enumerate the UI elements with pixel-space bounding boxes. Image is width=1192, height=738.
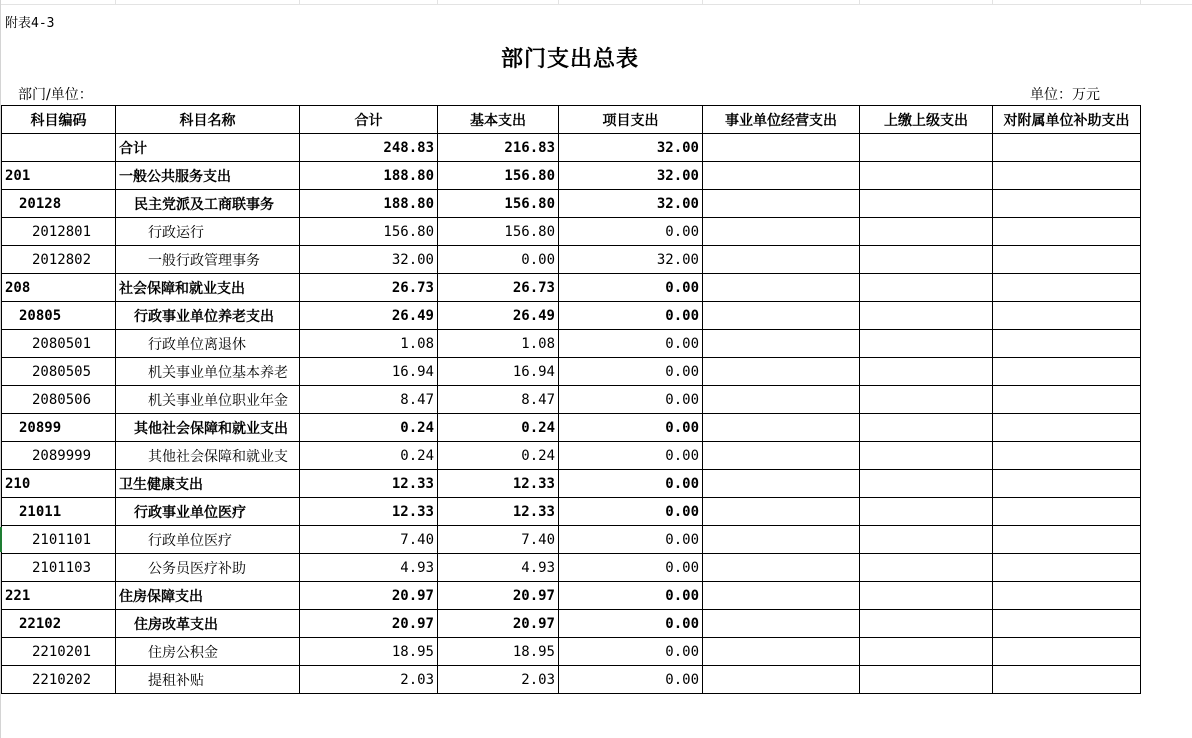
name-cell[interactable]: 合计 xyxy=(116,134,300,162)
remit-cell[interactable] xyxy=(860,162,993,190)
total-cell[interactable]: 32.00 xyxy=(300,246,438,274)
total-cell[interactable]: 156.80 xyxy=(300,218,438,246)
basic-cell[interactable]: 0.24 xyxy=(438,414,559,442)
total-cell[interactable]: 12.33 xyxy=(300,470,438,498)
total-cell[interactable]: 18.95 xyxy=(300,638,438,666)
project-cell[interactable]: 32.00 xyxy=(559,190,703,218)
total-cell[interactable]: 0.24 xyxy=(300,442,438,470)
basic-cell[interactable]: 18.95 xyxy=(438,638,559,666)
subsidy-cell[interactable] xyxy=(993,442,1141,470)
project-cell[interactable]: 32.00 xyxy=(559,246,703,274)
table-row xyxy=(2,554,1141,582)
basic-cell[interactable]: 4.93 xyxy=(438,554,559,582)
project-cell[interactable]: 0.00 xyxy=(559,386,703,414)
table-row xyxy=(2,386,1141,414)
business-cell[interactable] xyxy=(703,582,860,610)
basic-cell[interactable]: 156.80 xyxy=(438,218,559,246)
name-cell[interactable]: 行政事业单位医疗 xyxy=(116,498,300,526)
code-cell[interactable]: 20128 xyxy=(2,190,116,218)
table-row xyxy=(2,582,1141,610)
project-cell[interactable]: 0.00 xyxy=(559,498,703,526)
business-cell[interactable] xyxy=(703,470,860,498)
header-row xyxy=(2,106,1141,134)
code-cell[interactable]: 2080506 xyxy=(2,386,116,414)
remit-cell[interactable] xyxy=(860,470,993,498)
code-cell[interactable]: 20899 xyxy=(2,414,116,442)
subsidy-cell[interactable] xyxy=(993,582,1141,610)
project-cell[interactable]: 0.00 xyxy=(559,302,703,330)
basic-cell[interactable]: 1.08 xyxy=(438,330,559,358)
project-cell[interactable]: 0.00 xyxy=(559,526,703,554)
project-cell[interactable]: 32.00 xyxy=(559,162,703,190)
business-cell[interactable] xyxy=(703,498,860,526)
code-cell[interactable]: 2210201 xyxy=(2,638,116,666)
subsidy-cell[interactable] xyxy=(993,498,1141,526)
name-cell[interactable]: 公务员医疗补助 xyxy=(116,554,300,582)
name-cell[interactable]: 一般行政管理事务 xyxy=(116,246,300,274)
project-cell[interactable]: 0.00 xyxy=(559,274,703,302)
subsidy-cell[interactable] xyxy=(993,666,1141,694)
code-cell[interactable]: 2080501 xyxy=(2,330,116,358)
table-row xyxy=(2,470,1141,498)
subsidy-cell[interactable] xyxy=(993,330,1141,358)
business-cell[interactable] xyxy=(703,274,860,302)
basic-cell[interactable]: 0.24 xyxy=(438,442,559,470)
business-cell[interactable] xyxy=(703,302,860,330)
remit-cell[interactable] xyxy=(860,134,993,162)
remit-cell[interactable] xyxy=(860,274,993,302)
code-cell[interactable]: 21011 xyxy=(2,498,116,526)
basic-cell[interactable]: 12.33 xyxy=(438,498,559,526)
business-cell[interactable] xyxy=(703,358,860,386)
total-cell[interactable]: 16.94 xyxy=(300,358,438,386)
basic-cell[interactable]: 8.47 xyxy=(438,386,559,414)
code-cell[interactable]: 210 xyxy=(2,470,116,498)
business-cell[interactable] xyxy=(703,666,860,694)
basic-cell[interactable]: 156.80 xyxy=(438,162,559,190)
business-cell[interactable] xyxy=(703,638,860,666)
name-cell[interactable]: 住房保障支出 xyxy=(116,582,300,610)
subsidy-cell[interactable] xyxy=(993,610,1141,638)
remit-cell[interactable] xyxy=(860,582,993,610)
subsidy-cell[interactable] xyxy=(993,638,1141,666)
total-cell[interactable]: 26.73 xyxy=(300,274,438,302)
total-cell[interactable]: 2.03 xyxy=(300,666,438,694)
total-cell[interactable]: 188.80 xyxy=(300,190,438,218)
table-row xyxy=(2,330,1141,358)
project-cell[interactable]: 32.00 xyxy=(559,134,703,162)
name-cell[interactable]: 社会保障和就业支出 xyxy=(116,274,300,302)
subsidy-cell[interactable] xyxy=(993,386,1141,414)
header-cell[interactable]: 事业单位经营支出 xyxy=(703,106,860,134)
code-cell[interactable]: 201 xyxy=(2,162,116,190)
business-cell[interactable] xyxy=(703,554,860,582)
code-cell[interactable]: 2012802 xyxy=(2,246,116,274)
subsidy-cell[interactable] xyxy=(993,190,1141,218)
remit-cell[interactable] xyxy=(860,498,993,526)
table-row xyxy=(2,274,1141,302)
basic-cell[interactable]: 20.97 xyxy=(438,582,559,610)
code-cell[interactable]: 2012801 xyxy=(2,218,116,246)
attachment-note: 附表4-3 xyxy=(5,16,55,31)
total-cell[interactable]: 8.47 xyxy=(300,386,438,414)
remit-cell[interactable] xyxy=(860,610,993,638)
total-cell[interactable]: 4.93 xyxy=(300,554,438,582)
business-cell[interactable] xyxy=(703,442,860,470)
table-row xyxy=(2,134,1141,162)
basic-cell[interactable]: 26.49 xyxy=(438,302,559,330)
name-cell[interactable]: 卫生健康支出 xyxy=(116,470,300,498)
code-cell[interactable] xyxy=(2,134,116,162)
business-cell[interactable] xyxy=(703,190,860,218)
table-row xyxy=(2,190,1141,218)
total-cell[interactable]: 188.80 xyxy=(300,162,438,190)
project-cell[interactable]: 0.00 xyxy=(559,638,703,666)
basic-cell[interactable]: 20.97 xyxy=(438,610,559,638)
remit-cell[interactable] xyxy=(860,330,993,358)
total-cell[interactable]: 12.33 xyxy=(300,498,438,526)
remit-cell[interactable] xyxy=(860,442,993,470)
project-cell[interactable]: 0.00 xyxy=(559,218,703,246)
sheet-top-gridlines xyxy=(0,0,1192,5)
table-row xyxy=(2,414,1141,442)
name-cell[interactable]: 其他社会保障和就业支 xyxy=(116,442,300,470)
basic-cell[interactable]: 12.33 xyxy=(438,470,559,498)
project-cell[interactable]: 0.00 xyxy=(559,666,703,694)
table-row xyxy=(2,358,1141,386)
business-cell[interactable] xyxy=(703,610,860,638)
total-cell[interactable]: 1.08 xyxy=(300,330,438,358)
table-row xyxy=(2,526,1141,554)
code-cell[interactable]: 208 xyxy=(2,274,116,302)
table-row xyxy=(2,638,1141,666)
project-cell[interactable]: 0.00 xyxy=(559,358,703,386)
code-cell[interactable]: 2080505 xyxy=(2,358,116,386)
remit-cell[interactable] xyxy=(860,666,993,694)
remit-cell[interactable] xyxy=(860,638,993,666)
basic-cell[interactable]: 26.73 xyxy=(438,274,559,302)
code-cell[interactable]: 20805 xyxy=(2,302,116,330)
total-cell[interactable]: 26.49 xyxy=(300,302,438,330)
name-cell[interactable]: 机关事业单位基本养老 xyxy=(116,358,300,386)
total-cell[interactable]: 248.83 xyxy=(300,134,438,162)
remit-cell[interactable] xyxy=(860,218,993,246)
name-cell[interactable]: 提租补贴 xyxy=(116,666,300,694)
business-cell[interactable] xyxy=(703,134,860,162)
project-cell[interactable]: 0.00 xyxy=(559,610,703,638)
basic-cell[interactable]: 216.83 xyxy=(438,134,559,162)
name-cell[interactable]: 一般公共服务支出 xyxy=(116,162,300,190)
project-cell[interactable]: 0.00 xyxy=(559,330,703,358)
subsidy-cell[interactable] xyxy=(993,358,1141,386)
code-cell[interactable]: 2089999 xyxy=(2,442,116,470)
total-cell[interactable]: 7.40 xyxy=(300,526,438,554)
business-cell[interactable] xyxy=(703,386,860,414)
subsidy-cell[interactable] xyxy=(993,414,1141,442)
project-cell[interactable]: 0.00 xyxy=(559,470,703,498)
name-cell[interactable]: 行政单位离退休 xyxy=(116,330,300,358)
table-row xyxy=(2,162,1141,190)
business-cell[interactable] xyxy=(703,246,860,274)
table-row xyxy=(2,666,1141,694)
expenditure-table xyxy=(1,105,1141,694)
table-body xyxy=(2,134,1141,694)
code-cell[interactable]: 2210202 xyxy=(2,666,116,694)
name-cell[interactable]: 住房改革支出 xyxy=(116,610,300,638)
name-cell[interactable]: 行政事业单位养老支出 xyxy=(116,302,300,330)
table-row xyxy=(2,218,1141,246)
unit-label: 单位：万元 xyxy=(1030,87,1100,103)
name-cell[interactable]: 民主党派及工商联事务 xyxy=(116,190,300,218)
table-row xyxy=(2,302,1141,330)
basic-cell[interactable]: 0.00 xyxy=(438,246,559,274)
code-cell[interactable]: 2101103 xyxy=(2,554,116,582)
subsidy-cell[interactable] xyxy=(993,470,1141,498)
header-cell[interactable]: 上缴上级支出 xyxy=(860,106,993,134)
name-cell[interactable]: 其他社会保障和就业支出 xyxy=(116,414,300,442)
name-cell[interactable]: 机关事业单位职业年金 xyxy=(116,386,300,414)
project-cell[interactable]: 0.00 xyxy=(559,582,703,610)
remit-cell[interactable] xyxy=(860,246,993,274)
header-cell[interactable]: 合计 xyxy=(300,106,438,134)
remit-cell[interactable] xyxy=(860,302,993,330)
basic-cell[interactable]: 156.80 xyxy=(438,190,559,218)
business-cell[interactable] xyxy=(703,162,860,190)
code-cell[interactable]: 221 xyxy=(2,582,116,610)
code-cell[interactable]: 22102 xyxy=(2,610,116,638)
header-cell[interactable]: 科目名称 xyxy=(116,106,300,134)
project-cell[interactable]: 0.00 xyxy=(559,442,703,470)
business-cell[interactable] xyxy=(703,526,860,554)
remit-cell[interactable] xyxy=(860,414,993,442)
basic-cell[interactable]: 16.94 xyxy=(438,358,559,386)
business-cell[interactable] xyxy=(703,330,860,358)
subsidy-cell[interactable] xyxy=(993,554,1141,582)
table-row xyxy=(2,442,1141,470)
header-cell[interactable]: 项目支出 xyxy=(559,106,703,134)
header-cell[interactable]: 科目编码 xyxy=(2,106,116,134)
remit-cell[interactable] xyxy=(860,386,993,414)
name-cell[interactable]: 行政单位医疗 xyxy=(116,526,300,554)
remit-cell[interactable] xyxy=(860,526,993,554)
business-cell[interactable] xyxy=(703,218,860,246)
basic-cell[interactable]: 2.03 xyxy=(438,666,559,694)
basic-cell[interactable]: 7.40 xyxy=(438,526,559,554)
remit-cell[interactable] xyxy=(860,554,993,582)
project-cell[interactable]: 0.00 xyxy=(559,414,703,442)
subsidy-cell[interactable] xyxy=(993,162,1141,190)
subsidy-cell[interactable] xyxy=(993,302,1141,330)
total-cell[interactable]: 0.24 xyxy=(300,414,438,442)
subsidy-cell[interactable] xyxy=(993,218,1141,246)
subsidy-cell[interactable] xyxy=(993,134,1141,162)
header-cell[interactable]: 对附属单位补助支出 xyxy=(993,106,1141,134)
subsidy-cell[interactable] xyxy=(993,274,1141,302)
subsidy-cell[interactable] xyxy=(993,246,1141,274)
department-label: 部门/单位： xyxy=(18,87,93,103)
page-title: 部门支出总表 xyxy=(500,47,639,72)
code-cell[interactable]: 2101101 xyxy=(2,526,116,554)
remit-cell[interactable] xyxy=(860,190,993,218)
business-cell[interactable] xyxy=(703,414,860,442)
total-cell[interactable]: 20.97 xyxy=(300,582,438,610)
subsidy-cell[interactable] xyxy=(993,526,1141,554)
remit-cell[interactable] xyxy=(860,358,993,386)
header-cell[interactable]: 基本支出 xyxy=(438,106,559,134)
selected-cell-indicator xyxy=(0,527,2,552)
total-cell[interactable]: 20.97 xyxy=(300,610,438,638)
table-row xyxy=(2,610,1141,638)
project-cell[interactable]: 0.00 xyxy=(559,554,703,582)
table-row xyxy=(2,246,1141,274)
name-cell[interactable]: 行政运行 xyxy=(116,218,300,246)
name-cell[interactable]: 住房公积金 xyxy=(116,638,300,666)
table-row xyxy=(2,498,1141,526)
